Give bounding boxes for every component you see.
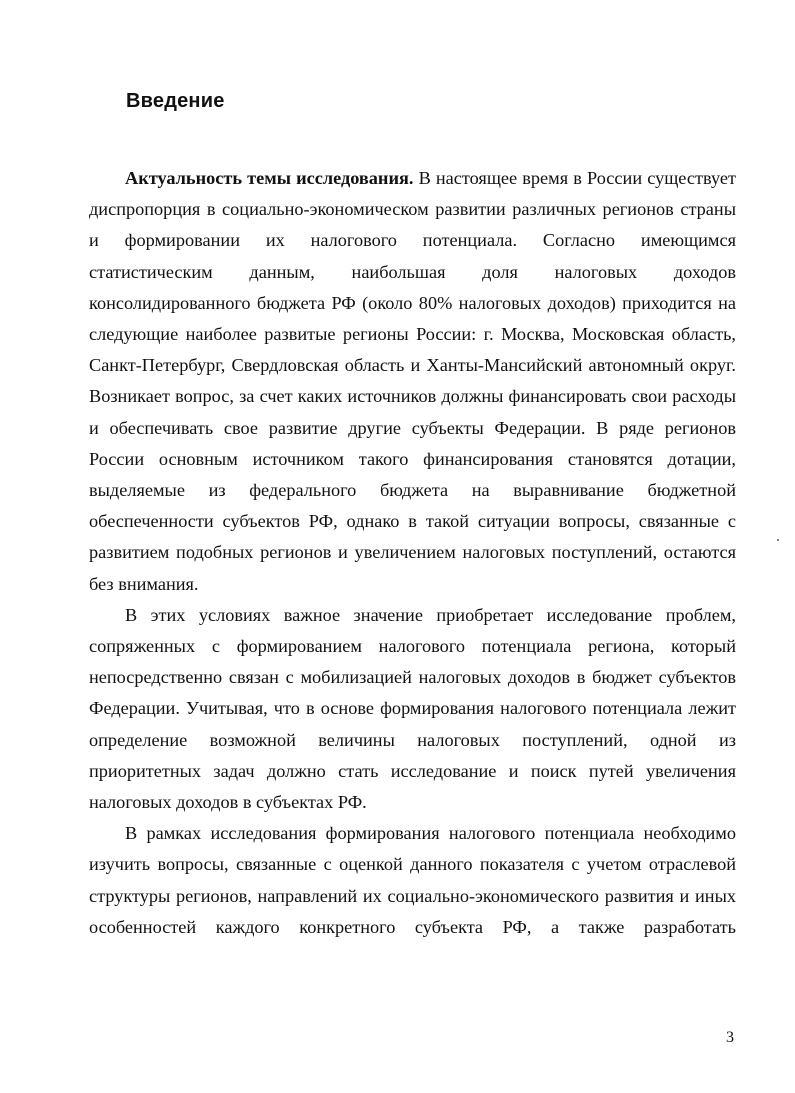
- paragraph-conditions: [89, 600, 736, 818]
- page-number: 3: [726, 1029, 734, 1046]
- paragraph-text: В настоящее время в России существует диспропорция в социально-экономическом развитии различных регионов страны и формировании их налогового потенциала. Согласно имеющимся статистическим данным, наибольшая доля налоговых доходов консолидированного бюджета РФ (около 80% налоговых доходов) приходится на следующие наиболее развитые регионы России: г. Москва, Московская область, Санкт-Петербург, Свердловская область и Ханты-Мансийский автономный округ. Возникает вопрос, за счет каких источников должны финансировать свои расходы и обеспечивать свое развитие другие субъекты Федерации. В ряде регионов России основным источником такого финансирования становятся дотации, выделяемые из федерального бюджета на выравнивание бюджетной обеспеченности субъектов РФ, однако в такой ситуации вопросы, связанные с развитием подобных регионов и увеличением налоговых поступлений, остаются без внимания.: [89, 168, 736, 594]
- paragraph-research-scope: [89, 818, 736, 943]
- section-heading: Введение: [126, 90, 225, 112]
- scan-speck: [777, 539, 779, 541]
- paragraph-text: В этих условиях важное значение приобретает исследование проблем, сопряженных с формированием налогового потенциала региона, который непосредственно связан с мобилизацией налоговых доходов в бюджет субъектов Федерации. Учитывая, что в основе формирования налогового потенциала лежит определение возможной величины налоговых поступлений, одной из приоритетных задач должно стать исследование и поиск путей увеличения налоговых доходов в субъектах РФ.: [89, 604, 736, 813]
- paragraph-relevance: [89, 163, 736, 600]
- body-text: [89, 163, 736, 943]
- paragraph-text: В рамках исследования формирования налогового потенциала необходимо изучить вопросы, связанные с оценкой данного показателя с учетом отраслевой структуры регионов, направлений их социально-экономического развития и иных особенностей каждого конкретного субъекта РФ, а также разработать: [89, 823, 736, 937]
- paragraph-lead: Актуальность темы исследования.: [125, 168, 414, 188]
